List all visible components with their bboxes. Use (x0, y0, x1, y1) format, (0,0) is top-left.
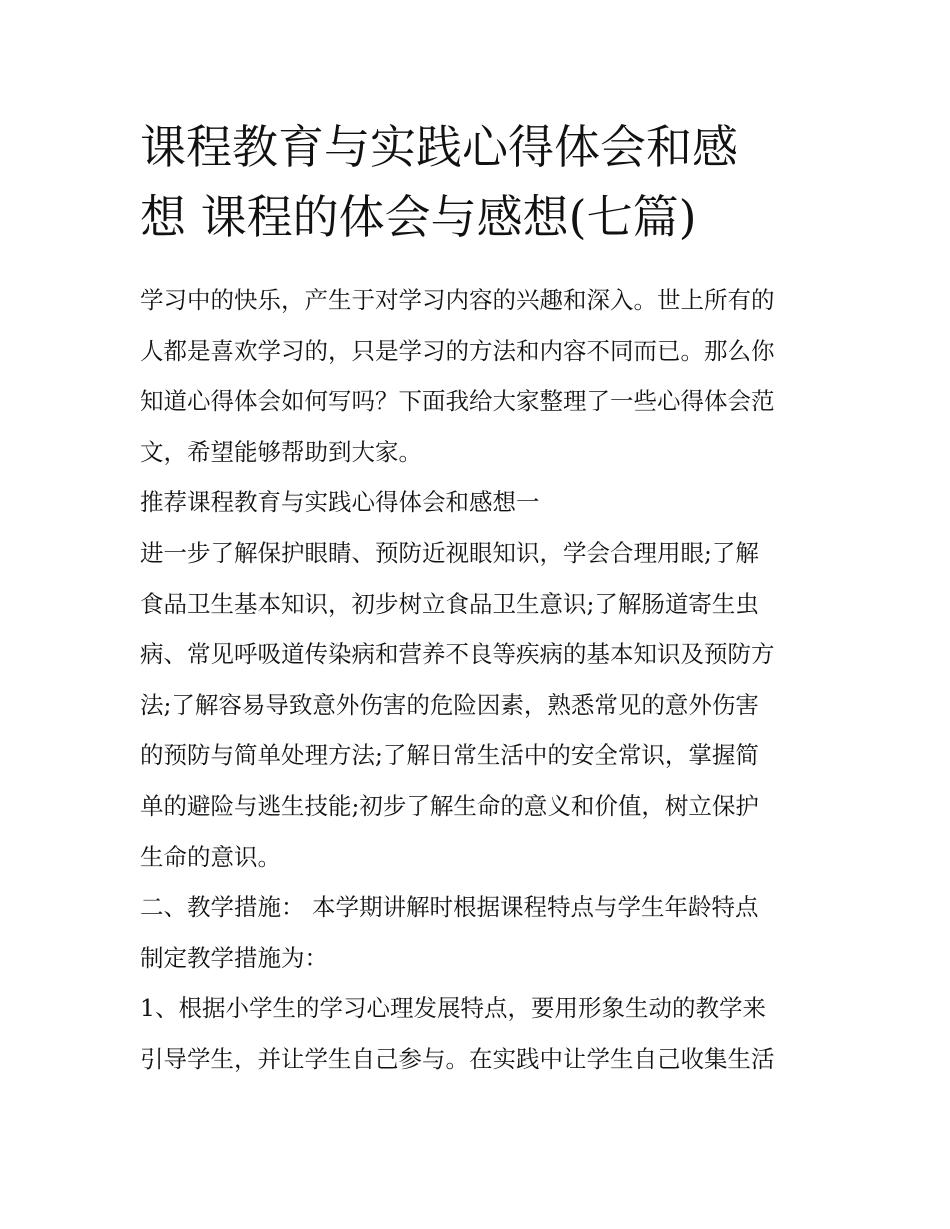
text-line: 推荐课程教育与实践心得体会和感想一 (140, 488, 540, 517)
intro-paragraph (140, 275, 812, 477)
document-content (140, 112, 812, 1085)
teaching-measures-paragraph (140, 882, 812, 983)
text-line: 二、教学措施： 本学期讲解时根据课程特点与学生年龄特点 (140, 893, 759, 922)
text-line: 单的避险与逃生技能;初步了解生命的意义和价值，树立保护 (140, 791, 759, 820)
text-line: 知道心得体会如何写吗？下面我给大家整理了一些心得体会范 (140, 387, 775, 416)
text-line: 法;了解容易导致意外伤害的危险因素，熟悉常见的意外伤害 (140, 690, 759, 719)
text-line: 人都是喜欢学习的，只是学习的方法和内容不同而已。那么你 (140, 336, 775, 365)
title-line: 课程教育与实践心得体会和感 (140, 120, 738, 174)
text-line: 病、常见呼吸道传染病和营养不良等疾病的基本知识及预防方 (140, 640, 775, 669)
body-paragraph (140, 528, 812, 882)
text-line: 的预防与简单处理方法;了解日常生活中的安全常识，掌握简 (140, 741, 759, 770)
text-line: 文，希望能够帮助到大家。 (140, 437, 422, 466)
title-line: 想 课程的体会与感想(七篇) (140, 190, 697, 244)
text-line: 生命的意识。 (140, 842, 281, 871)
document-title (140, 112, 812, 252)
text-line: 学习中的快乐，产生于对学习内容的兴趣和深入。世上所有的 (140, 286, 775, 314)
text-line: 食品卫生基本知识，初步树立食品卫生意识;了解肠道寄生虫 (140, 589, 759, 618)
list-item-paragraph (140, 983, 812, 1084)
text-line: 进一步了解保护眼睛、预防近视眼知识，学会合理用眼;了解 (140, 538, 759, 567)
section-heading (140, 477, 812, 528)
text-line: 1、根据小学生的学习心理发展特点，要用形象生动的教学来 (140, 994, 766, 1023)
text-line: 制定教学措施为： (140, 943, 328, 972)
text-line: 引导学生，并让学生自己参与。在实践中让学生自己收集生活 (140, 1044, 775, 1073)
